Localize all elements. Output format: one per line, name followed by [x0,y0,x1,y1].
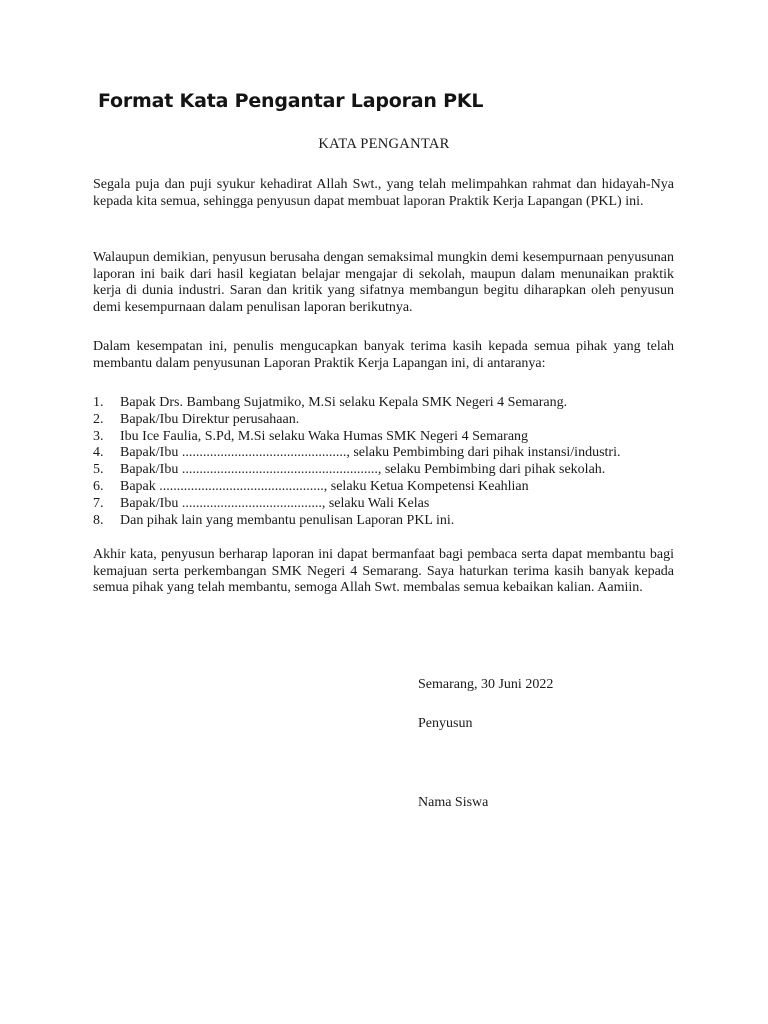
place-date: Semarang, 30 Juni 2022 [418,677,554,692]
list-item [93,429,693,446]
list-item-text: Bapak/Ibu ........................................................, selaku Pembimbing dari pihak sekolah. [120,462,606,478]
list-item-text: Ibu Ice Faulia, S.Pd, M.Si selaku Waka Humas SMK Negeri 4 Semarang [120,428,529,444]
list-number: 2. [93,411,104,427]
list-item [93,479,693,496]
list-number: 6. [93,478,104,494]
list-item [93,462,693,479]
list-number: 4. [93,445,104,461]
list-item-text: Bapak/Ibu Direktur perusahaan. [120,411,300,427]
list-item [93,496,693,513]
paragraph-opening: Segala puja dan puji syukur kehadirat Allah Swt., yang telah melimpahkan rahmat dan hidayah-Nya kepada kita semua, sehingga penyusun dapat membuat laporan Praktik Kerja Lapangan (PKL) ini. [93,177,674,209]
list-item-text: Bapak/Ibu ..............................................., selaku Pembimbing dari pihak instansi/industri. [120,445,621,461]
signer-role: Penyusun [418,716,473,731]
document-title: KATA PENGANTAR [318,136,450,152]
list-item-text: Bapak ..............................................., selaku Ketua Kompetensi Keahlian [120,478,529,494]
list-number: 8. [93,512,104,528]
signer-name: Nama Siswa [418,795,489,810]
list-number: 3. [93,428,104,444]
page-heading: Format Kata Pengantar Laporan PKL [98,90,484,112]
list-item [93,395,693,412]
list-item [93,445,693,462]
list-item [93,412,693,429]
list-number: 1. [93,395,104,410]
paragraph-closing: Akhir kata, penyusun berharap laporan ini dapat bermanfaat bagi pembaca serta dapat membantu bagi kemajuan serta perkembangan SMK Negeri 4 Semarang. Saya haturkan terima kasih banyak kepada semua pihak yang telah membantu, semoga Allah Swt. membalas semua kebaikan kalian. Aamiin. [93,547,674,596]
list-item-text: Dan pihak lain yang membantu penulisan Laporan PKL ini. [120,512,455,528]
list-number: 5. [93,462,104,478]
list-item-text: Bapak Drs. Bambang Sujatmiko, M.Si selaku Kepala SMK Negeri 4 Semarang. [120,395,568,410]
list-item [93,513,693,530]
list-item-text: Bapak/Ibu ........................................, selaku Wali Kelas [120,495,430,511]
paragraph-effort: Walaupun demikian, penyusun berusaha dengan semaksimal mungkin demi kesempurnaan penyusunan laporan ini baik dari hasil kegiatan belajar mengajar di sekolah, maupun dalam menunaikan praktik kerja di dunia industri. Saran dan kritik yang sifatnya membangun begitu diharapkan oleh penyusun demi kesempurnaan dalam penulisan laporan berikutnya. [93,250,674,315]
acknowledgement-list [93,395,693,529]
paragraph-thanks-intro: Dalam kesempatan ini, penulis mengucapkan banyak terima kasih kepada semua pihak yang telah membantu dalam penyusunan Laporan Praktik Kerja Lapangan ini, di antaranya: [93,339,674,371]
list-number: 7. [93,495,104,511]
